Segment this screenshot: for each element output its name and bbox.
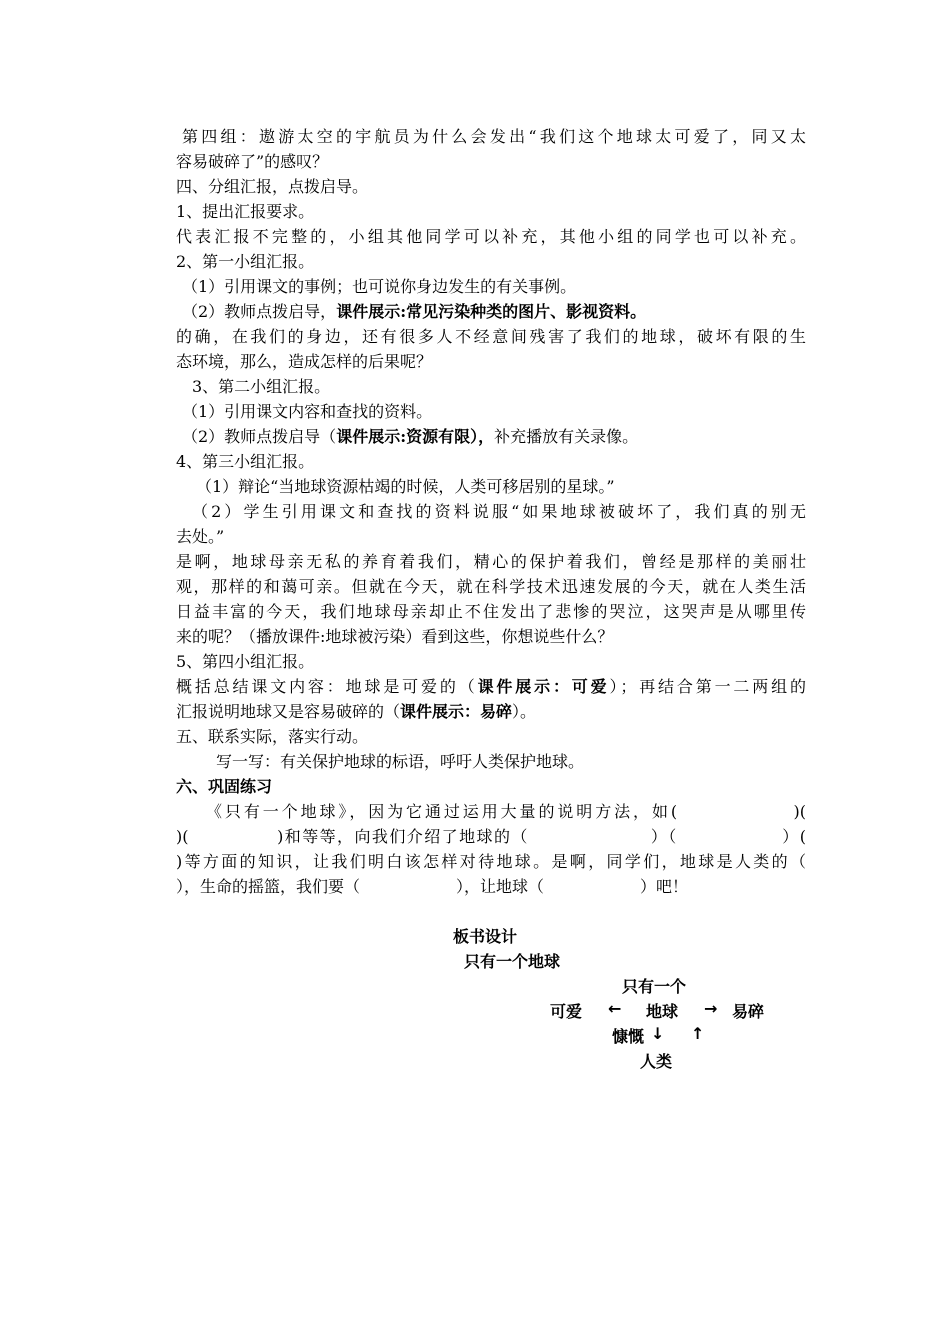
bold-span: 课件展示:资源有限）， — [336, 427, 495, 446]
arrow-down-icon: ↓ — [651, 1024, 665, 1043]
text-line — [176, 701, 536, 723]
text-line: 观，那样的和蔼可亲。但就在今天，就在科学技术迅速发展的今天，就在人类生活 — [176, 577, 806, 596]
arrow-up-icon: ↑ — [691, 1024, 705, 1043]
text-line: 态环境，那么，造成怎样的后果呢？ — [176, 352, 433, 371]
bold-span: 课件展示：可爱 — [477, 677, 610, 696]
text-line: （2）学生引用课文和查找的资料说服“如果地球被破坏了，我们真的别无 — [192, 502, 806, 521]
board-top-label: 只有一个 — [622, 977, 687, 996]
section-heading: 五、联系实际，落实行动。 — [176, 727, 369, 746]
text-line: 写一写：有关保护地球的标语，呼吁人类保护地球。 — [216, 752, 585, 771]
text-span: ）；再结合第一二两组的 — [609, 677, 806, 696]
text-line: 第四组：遨游太空的宇航员为什么会发出“我们这个地球太可爱了，同又太 — [182, 127, 806, 146]
text-line: 来的呢？（播放课件:地球被污染）看到这些，你想说些什么？ — [176, 627, 614, 646]
text-line: 代表汇报不完整的，小组其他同学可以补充，其他小组的同学也可以补充。 — [176, 227, 806, 246]
text-line: （1）引用课文的事例；也可说你身边发生的有关事例。 — [182, 277, 577, 296]
text-line: )等方面的知识，让我们明白该怎样对待地球。是啊，同学们，地球是人类的（ — [176, 852, 806, 871]
text-line — [176, 676, 806, 698]
board-left-label: 可爱 — [550, 1002, 583, 1021]
text-line: 1、提出汇报要求。 — [176, 202, 315, 221]
section-heading: 四、分组汇报，点拨启导。 — [176, 177, 369, 196]
text-line: 是啊，地球母亲无私的养育着我们，精心的保护着我们，曾经是那样的美丽壮 — [176, 552, 806, 571]
text-span: 汇报说明地球又是容易破碎的（ — [176, 702, 401, 721]
board-lower-left-label: 慷慨 — [612, 1027, 645, 1046]
text-line: 5、第四小组汇报。 — [176, 652, 315, 671]
text-span: ）。 — [512, 702, 537, 721]
text-line: ），生命的摇篮，我们要（ ），让地球（ ）吧！ — [176, 877, 689, 896]
text-line: （1）辩论“当地球资源枯竭的时候，人类可移居别的星球。” — [196, 477, 615, 496]
text-line: 去处。” — [176, 527, 225, 546]
arrow-left-icon: ← — [608, 999, 622, 1018]
text-span: 概括总结课文内容：地球是可爱的（ — [176, 677, 478, 696]
section-heading: 六、巩固练习 — [176, 777, 273, 796]
bold-span: 课件展示：易碎 — [400, 702, 513, 721]
text-line: 4、第三小组汇报。 — [176, 452, 315, 471]
text-line: 3、第二小组汇报。 — [192, 377, 331, 396]
board-heading: 板书设计 — [453, 927, 518, 946]
board-center-label: 地球 — [646, 1002, 679, 1021]
text-line: 容易破碎了”的感叹？ — [176, 152, 329, 171]
text-line: 2、第一小组汇报。 — [176, 252, 315, 271]
text-span: （2）教师点拨启导， — [182, 302, 337, 321]
text-line: （1）引用课文内容和查找的资料。 — [182, 402, 433, 421]
text-span: （2）教师点拨启导（ — [182, 427, 337, 446]
text-line — [182, 426, 638, 448]
board-right-label: 易碎 — [732, 1002, 765, 1021]
arrow-right-icon: → — [704, 999, 718, 1018]
text-line — [182, 301, 646, 323]
board-bottom-label: 人类 — [640, 1052, 673, 1071]
text-line: )( )和等等，向我们介绍了地球的（ ）（ ）( — [176, 827, 806, 846]
board-title: 只有一个地球 — [464, 952, 561, 971]
text-line: 《只有一个地球》，因为它通过运用大量的说明方法，如( )( — [206, 802, 806, 821]
text-line: 的确，在我们的身边，还有很多人不经意间残害了我们的地球，破坏有限的生 — [176, 327, 806, 346]
text-line: 日益丰富的今天，我们地球母亲却止不住发出了悲惨的哭泣，这哭声是从哪里传 — [176, 602, 806, 621]
bold-span: 课件展示:常见污染种类的图片、影视资料。 — [336, 302, 647, 321]
text-span: 补充播放有关录像。 — [494, 427, 639, 446]
